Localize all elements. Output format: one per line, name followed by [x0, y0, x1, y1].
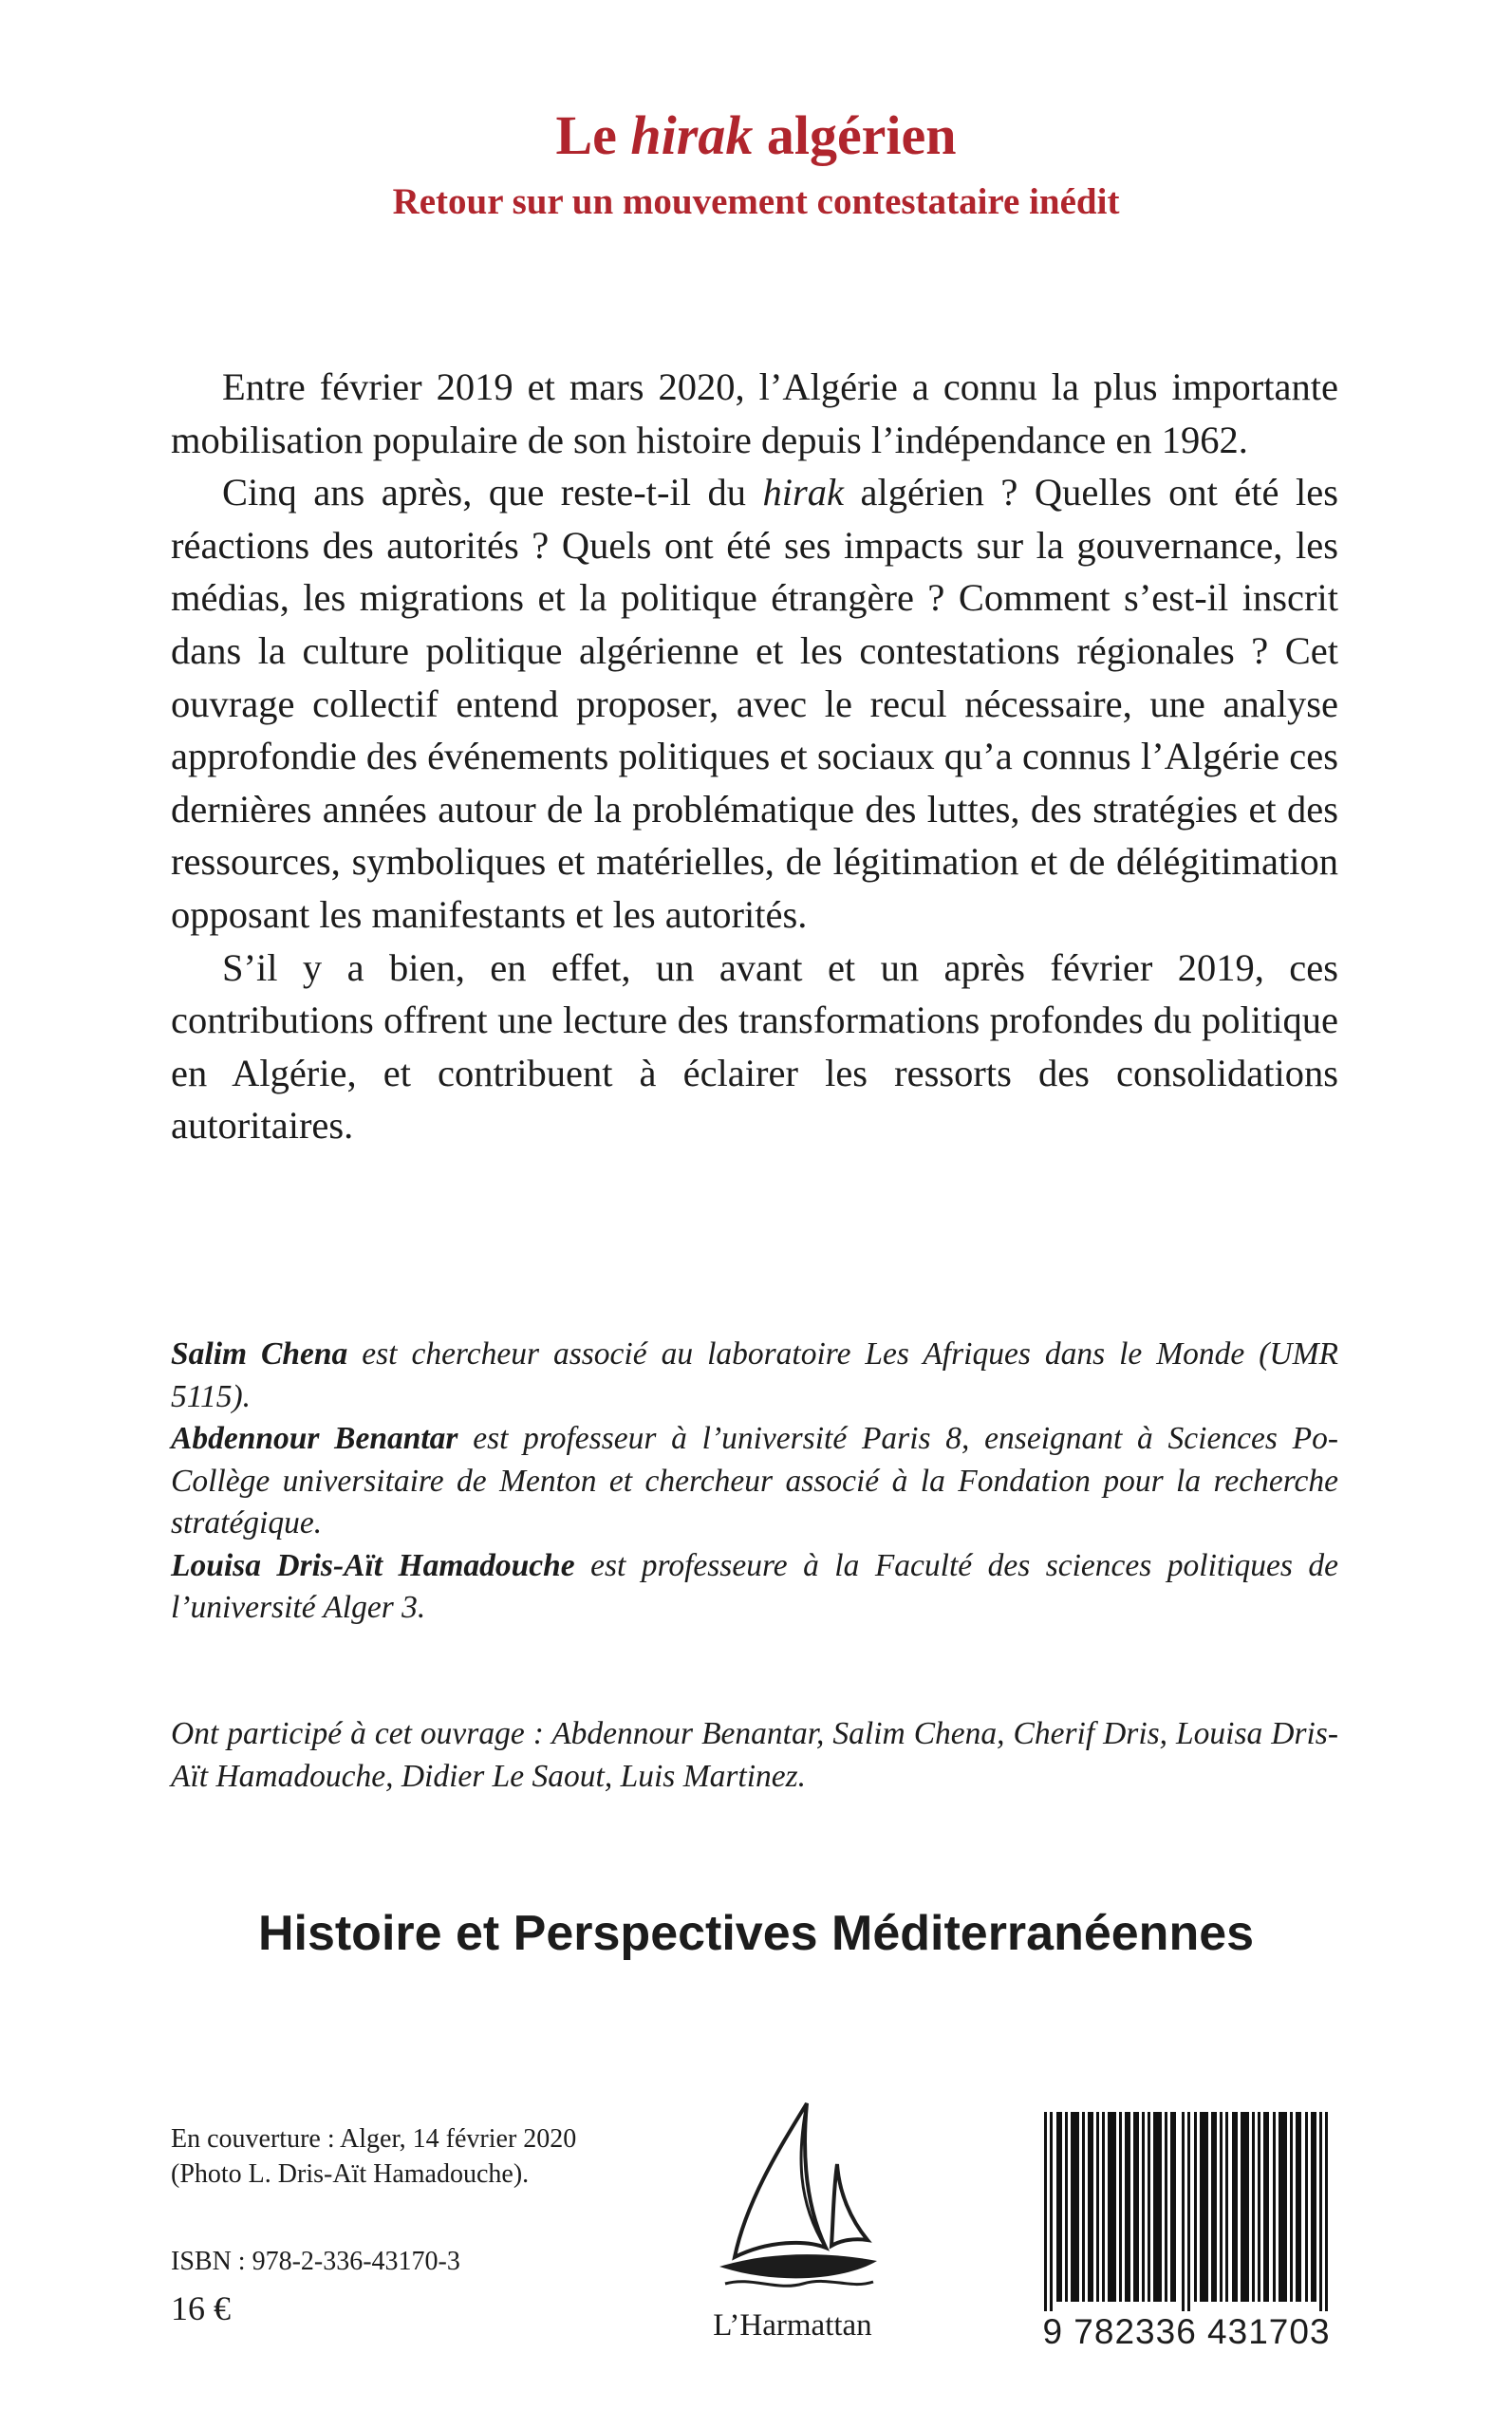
sailboat-icon: [664, 2098, 921, 2302]
author-name: Abdennour Benantar: [171, 1421, 458, 1456]
author-bio: [171, 1545, 1338, 1630]
author-name: Salim Chena: [171, 1336, 348, 1372]
author-name: Louisa Dris-Aït Hamadouche: [171, 1547, 575, 1583]
barcode-bars: [1039, 2112, 1334, 2311]
summary-p2-italic: hirak: [762, 471, 844, 514]
isbn-barcode: [1039, 2112, 1334, 2357]
contributors-list: Ont participé à cet ouvrage : Abdennour Benantar, Salim Chena, Cherif Dris, Louisa Dris-Aït Hamadouche, Didier Le Saout, Luis Martinez.: [171, 1716, 1338, 1794]
author-bios: [171, 1334, 1338, 1630]
collection-name: Histoire et Perspectives Méditerranéennes: [257, 1906, 1255, 1961]
author-description: est chercheur associé au laboratoire Les Afriques dans le Monde (UMR 5115).: [171, 1336, 1338, 1414]
title-prefix: Le: [555, 104, 631, 166]
summary-p2-rest: algérien ? Quelles ont été les réactions des autorités ? Quels ont été ses impacts sur la gouvernance, les médias, les migrations et la politique étrangère ? Comment s’est-il inscrit dans la culture politique algérienne et les contestations régionales ? Cet ouvrage collectif entend proposer, avec le recul nécessaire, une analyse approfondie des événements politiques et sociaux qu’a connus l’Algérie ces dernières années autour de la problématique des luttes, des stratégies et des ressources, symboliques et matérielles, de légitimation et de délégitimation opposant les manifestants et les autorités.: [171, 471, 1338, 936]
author-description: est professeure à la Faculté des sciences politiques de l’université Alger 3.: [171, 1547, 1338, 1625]
summary-paragraph-2: [171, 466, 1338, 941]
back-cover-summary: [171, 361, 1338, 1152]
author-description: est professeur à l’université Paris 8, enseignant à Sciences Po-Collège universitaire de Menton et chercheur associé à la Fondation pour la recherche stratégique.: [171, 1421, 1338, 1541]
summary-paragraph-3: S’il y a bien, en effet, un avant et un après février 2019, ces contributions offrent une lecture des transformations profondes du politique en Algérie, et contribuent à éclairer les ressorts des consolidations autoritaires.: [171, 945, 1338, 1148]
title-suffix: algérien: [753, 104, 957, 166]
author-bio: [171, 1334, 1338, 1418]
cover-credit-line-1: En couverture : Alger, 14 février 2020: [171, 2124, 577, 2154]
book-subtitle: Retour sur un mouvement contestataire inédit: [392, 181, 1120, 222]
price: 16 €: [171, 2289, 231, 2327]
title-italic-word: hirak: [630, 104, 754, 166]
barcode-digits: 9 782336 431703: [1042, 2312, 1331, 2351]
isbn: ISBN : 978-2-336-43170-3: [171, 2247, 460, 2276]
summary-paragraph-1: Entre février 2019 et mars 2020, l’Algérie a connu la plus importante mobilisation populaire de son histoire depuis l’indépendance en 1962.: [171, 365, 1338, 461]
author-bio: [171, 1418, 1338, 1545]
summary-p2-start: Cinq ans après, que reste-t-il du: [222, 471, 763, 514]
publisher-name: L’Harmattan: [713, 2308, 872, 2343]
cover-credit-line-2: (Photo L. Dris-Aït Hamadouche).: [171, 2159, 530, 2189]
book-title: [0, 103, 1512, 169]
